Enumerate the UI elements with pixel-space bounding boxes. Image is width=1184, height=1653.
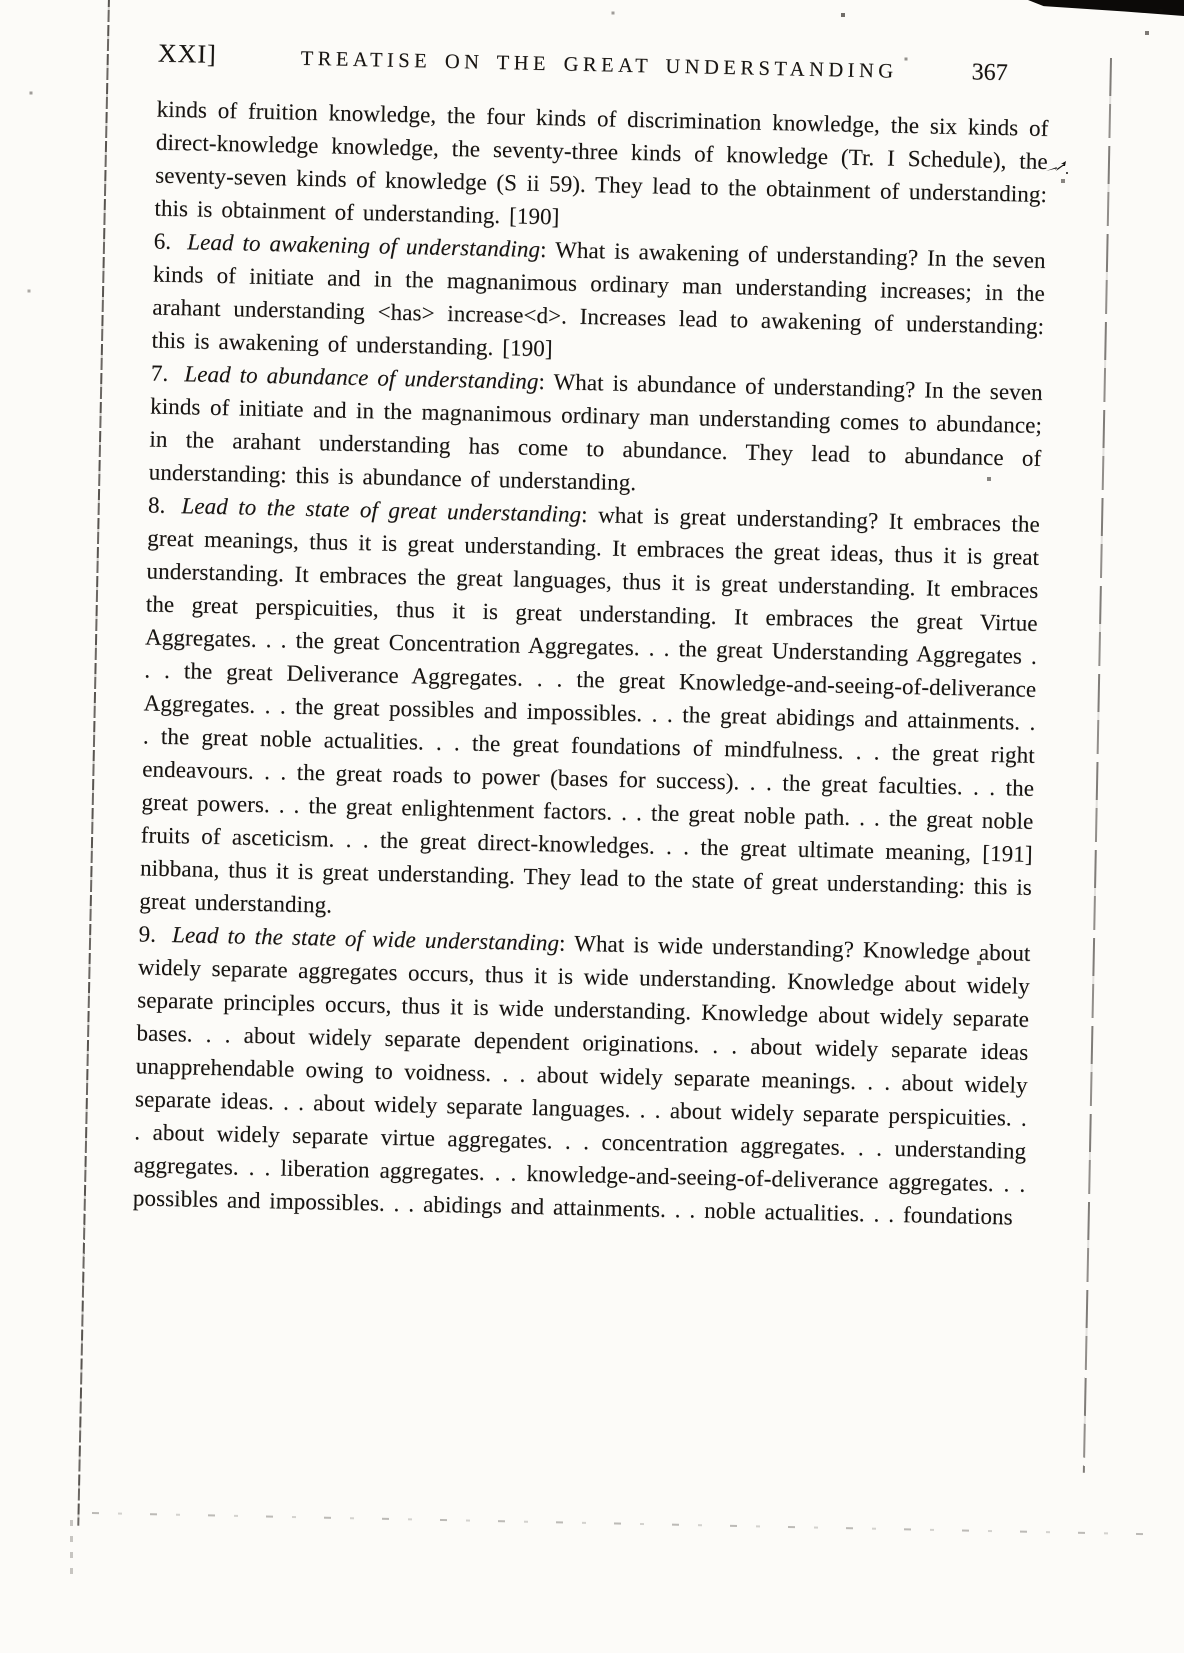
chapter-number: XXI]: [157, 38, 218, 69]
paragraph-lead: Lead to the state of wide understanding: [171, 922, 560, 956]
scan-dust-line: [92, 1512, 1157, 1535]
paragraph-number: 7.: [150, 360, 169, 386]
paragraph: [154, 93, 1049, 244]
paragraph-text: : What is abundance of understanding? In the seven kinds of initiate and in the magnanimous ordinary man understanding comes to abundance; in the arahant understanding has come to abundance. They lead to abundance of understanding: this is abundance of understanding.: [148, 368, 1043, 496]
scan-corner-artifact: [1028, 0, 1184, 16]
paragraph-number: 8.: [147, 492, 166, 518]
page-edge-line-right: [1083, 58, 1112, 1473]
paragraph-lead: Lead to the state of great understanding: [181, 493, 582, 527]
paragraph-lead: Lead to abundance of understanding: [184, 361, 539, 394]
page-edge-line-left: [77, 0, 110, 1526]
paragraph-text: : What is awakening of understanding? In the seven kinds of initiate and in the magnanimous ordinary man understanding increases; in the arahant understanding <has> increase<d>. Increases lead to awakening of understanding: this is awakening of understanding. [190]: [151, 236, 1046, 362]
paragraph-text: kinds of fruition knowledge, the four kinds of discrimination knowledge, the six kinds of direct-knowledge knowledge, the seventy-three kinds of knowledge (Tr. I Schedule), the seventy-seven kinds of knowledge (S ii 59). They lead to the obtainment of understanding: this is obtainment of understanding. [190]: [154, 96, 1049, 230]
page-number: 367: [971, 59, 1008, 87]
page-content: [133, 39, 1050, 1234]
running-header: [158, 39, 1050, 88]
scan-dust-dashes: [70, 1520, 73, 1584]
paragraph-number: 9.: [138, 921, 157, 947]
paragraph-text: : What is wide understanding? Knowledge about widely separate aggregates occurs, thus it is wide understanding. Knowledge about widely separate principles occurs, thus it is wide understanding. Knowledge about widely separate bases. . . about widely separate dependent originations. . . about widely separate ideas unapprehendable owing to voidness. . . about widely separate meanings. . . about widely separate ideas. . . about widely separate languages. . . about widely separate perspicuities. . . about widely separate virtue aggregates. . . concentration aggregates. . . understanding aggregates. . . liberation aggregates. . . knowledge-and-seeing-of-deliverance aggregates. . . possibles and impossibles. . . abidings and attainments. . . noble actualities. . . foundations: [132, 930, 1031, 1230]
paragraph: [148, 356, 1043, 507]
paragraph-text: : what is great understanding? It embraces the great meanings, thus it is great understanding. It embraces the great ideas, thus it is great understanding. It embraces the great languages, thus it is great understanding. It embraces the great perspicuities, thus it is great understanding. It embraces the great Virtue Aggregates. . . the great Concentration Aggregates. . . the great Understanding Aggregates . . . the great Deliverance Aggregates. . . the great Knowledge-and-seeing-of-deliverance Aggregates. . . the great possibles and impossibles. . . the great abidings and attainments. . . the great noble actualities. . . the great foundations of mindfulness. . . the great right endeavours. . . the great roads to power (bases for success). . . the great faculties. . . the great powers. . . the great enlightenment factors. . . the great noble path. . . the great noble fruits of asceticism. . . the great direct-knowledges. . . the great ultimate meaning, [191] nibbana, thus it is great understanding. They lead to the state of great understanding: this is great understanding.: [139, 501, 1041, 918]
paragraph: [151, 224, 1046, 375]
paragraph: [139, 488, 1040, 936]
paragraph: [133, 917, 1031, 1233]
body-text: [133, 93, 1049, 1234]
pen-arrow-mark-icon: [1044, 160, 1070, 176]
paragraph-lead: Lead to awakening of understanding: [186, 229, 541, 262]
paragraph-number: 6.: [153, 228, 172, 254]
page-title: TREATISE ON THE GREAT UNDERSTANDING: [300, 47, 898, 83]
scan-specks: [0, 0, 2, 2]
